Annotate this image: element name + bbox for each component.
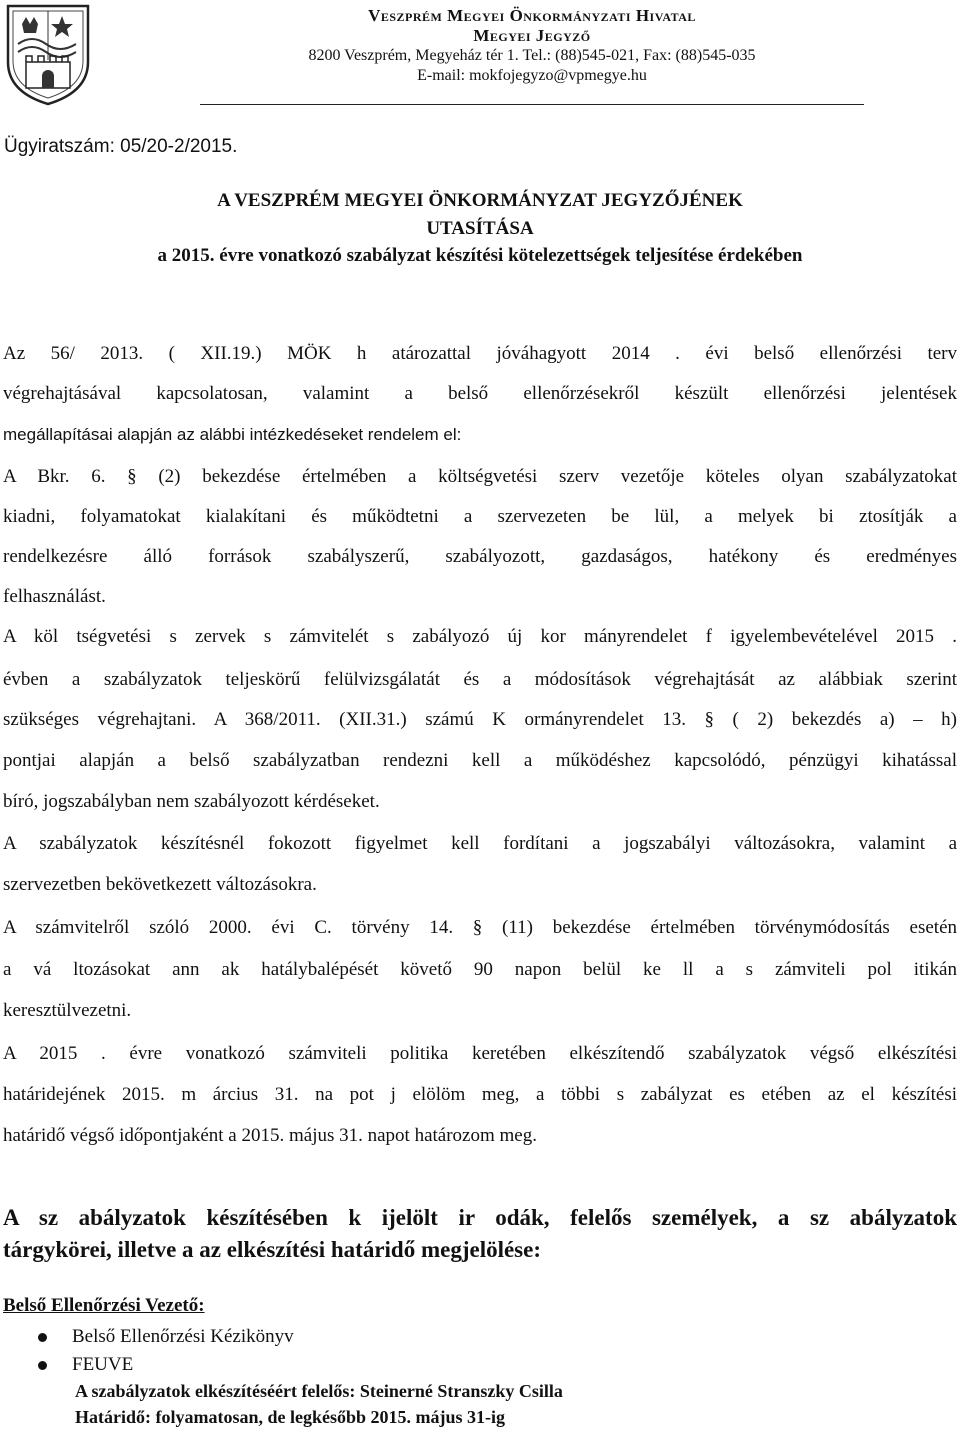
section-heading: A sz abályzatok készítésében k ijelölt ir odák, felelős személyek, a sz abályzatok xyxy=(3,1205,957,1230)
body-line: keresztülvezetni. xyxy=(3,1000,132,1021)
office-email: E-mail: mokfojegyzo@vpmegye.hu xyxy=(417,67,647,84)
body-line: a vá ltozásokat ann ak hatálybalépését követő 90 napon belül ke ll a s zámviteli pol itikán xyxy=(3,959,957,980)
letterhead-divider xyxy=(200,104,864,105)
body-line: határidő végső időpontjaként a 2015. május 31. napot határozom meg. xyxy=(3,1125,537,1146)
document-title-issuer: A VESZPRÉM MEGYEI ÖNKORMÁNYZAT JEGYZŐJÉNEK xyxy=(217,190,743,211)
file-number: Ügyiratszám: 05/20-2/2015. xyxy=(4,136,238,157)
document-title-type: UTASÍTÁSA xyxy=(426,218,534,239)
body-line: Az 56/ 2013. ( XII.19.) MÖK h atározattal jóváhagyott 2014 . évi belső ellenőrzési terv xyxy=(3,343,957,364)
body-line: megállapításai alapján az alábbi intézkedéseket rendelem el: xyxy=(3,425,462,444)
body-line: A szabályzatok készítésnél fokozott figyelmet kell fordítani a jogszabályi változásokra, valamint a xyxy=(3,833,957,854)
body-line: A Bkr. 6. § (2) bekezdése értelmében a költségvetési szerv vezetője köteles olyan szabályzatokat xyxy=(3,466,957,487)
body-line: szükséges végrehajtani. A 368/2011. (XII.31.) számú K ormányrendelet 13. § ( 2) bekezdés a) – h) xyxy=(3,709,957,730)
deadline: Határidő: folyamatosan, de legkésőbb 2015. május 31-ig xyxy=(75,1407,506,1427)
body-line: rendelkezésre álló források szabályszerű, szabályozott, gazdaságos, hatékony és eredményes xyxy=(3,546,957,567)
list-item: FEUVE xyxy=(32,1351,294,1379)
body-line: kiadni, folyamatokat kialakítani és működtetni a szervezeten be lül, a melyek bi ztosítják a xyxy=(3,506,957,527)
body-line: végrehajtásával kapcsolatosan, valamint a belső ellenőrzésekről készült ellenőrzési jelentések xyxy=(3,383,957,404)
body-line: felhasználást. xyxy=(3,586,106,607)
body-line: határidejének 2015. m árcius 31. na pot j elölöm meg, a többi s zabályzat es etében az el készítési xyxy=(3,1084,957,1105)
body-line: A számvitelről szóló 2000. évi C. törvény 14. § (11) bekezdése értelmében törvénymódosítás esetén xyxy=(3,917,957,938)
list-item: Belső Ellenőrzési Kézikönyv xyxy=(32,1323,294,1351)
document-subject: a 2015. évre vonatkozó szabályzat készítési kötelezettségek teljesítése érdekében xyxy=(157,245,803,266)
office-address: 8200 Veszprém, Megyeház tér 1. Tel.: (88)545-021, Fax: (88)545-035 xyxy=(308,47,756,64)
office-name: Veszprém Megyei Önkormányzati Hivatal xyxy=(368,6,696,25)
section-heading: tárgykörei, illetve a az elkészítési határidő megjelölése: xyxy=(3,1237,541,1262)
responsible-person: A szabályzatok elkészítéséért felelős: Steinerné Stranszky Csilla xyxy=(75,1381,563,1401)
county-coat-of-arms-logo xyxy=(0,0,96,108)
body-line: pontjai alapján a belső szabályzatban rendezni kell a működéshez kapcsolódó, pénzügyi kihatással xyxy=(3,750,957,771)
responsible-role-label: Belső Ellenőrzési Vezető: xyxy=(3,1295,205,1316)
body-line: A köl tségvetési s zervek s zámvitelét s zabályozó új kor mányrendelet f igyelembevételével 2015 . xyxy=(3,626,957,647)
body-line: évben a szabályzatok teljeskörű felülvizsgálatát és a módosítások végrehajtását az alábbiak szerint xyxy=(3,669,957,690)
body-line: A 2015 . évre vonatkozó számviteli politika keretében elkészítendő szabályzatok végső elkészítési xyxy=(3,1043,957,1064)
notary-title: Megyei Jegyző xyxy=(473,26,591,45)
body-line: szervezetben bekövetkezett változásokra. xyxy=(3,874,317,895)
regulation-list xyxy=(32,1323,294,1379)
letterhead xyxy=(200,6,864,86)
body-line: bíró, jogszabályban nem szabályozott kérdéseket. xyxy=(3,791,380,812)
